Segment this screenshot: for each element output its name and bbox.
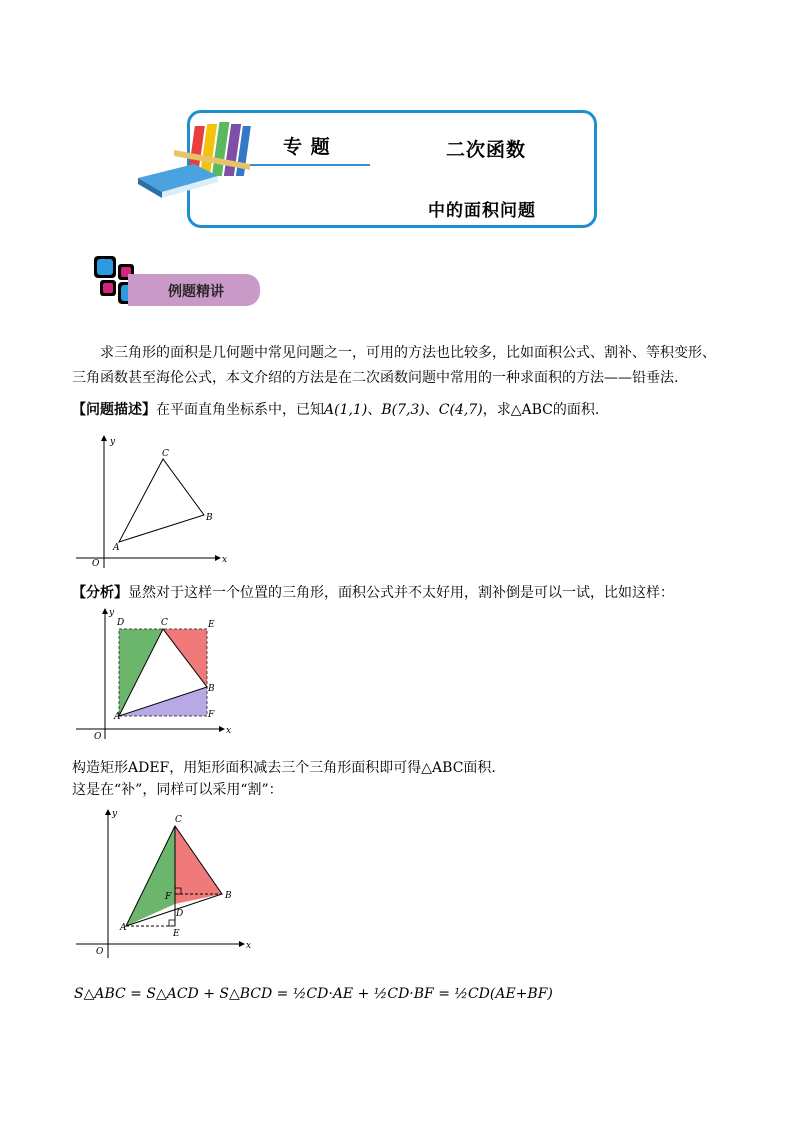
label-f-2: F xyxy=(208,710,215,720)
sep-2: 、 xyxy=(424,402,439,418)
label-d-3: D xyxy=(176,909,184,919)
label-e-2: E xyxy=(208,620,215,630)
point-b: B(7,3) xyxy=(381,402,425,418)
x-label-3: x xyxy=(246,941,252,951)
problem-after: ，求△ABC的面积. xyxy=(482,402,600,418)
triangle-abc xyxy=(119,459,204,542)
figure-cut xyxy=(72,806,254,966)
y-label-2: y xyxy=(109,608,115,618)
label-c-2: C xyxy=(161,618,168,628)
label-c: C xyxy=(162,449,169,459)
label-f-3: F xyxy=(165,892,172,902)
sep-1: 、 xyxy=(367,402,382,418)
label-d-2: D xyxy=(117,618,125,628)
problem-before: 在平面直角坐标系中，已知 xyxy=(156,402,324,418)
label-b-2: B xyxy=(208,684,215,694)
point-a: A(1,1) xyxy=(324,402,368,418)
analysis-tag: 【分析】 xyxy=(72,585,128,601)
problem-tag: 【问题描述】 xyxy=(72,402,156,418)
x-label: x xyxy=(222,555,228,565)
problem-statement xyxy=(72,399,599,421)
figure-rectangle-adef xyxy=(72,605,237,745)
label-c-3: C xyxy=(175,815,182,825)
header-title-main: 二次函数 xyxy=(446,139,527,161)
origin-label: O xyxy=(92,559,100,569)
label-b: B xyxy=(206,513,213,523)
origin-label-3: O xyxy=(96,947,104,957)
area-formula: S△ABC = S△ACD + S△BCD = ½CD·AE + ½CD·BF = ½CD(AE+BF) xyxy=(74,986,553,1002)
construct-text: 构造矩形ADEF，用矩形面积减去三个三角形面积即可得△ABC面积. xyxy=(72,760,496,776)
analysis-paragraph xyxy=(72,582,674,604)
header-rule xyxy=(250,164,370,166)
header-topic-label: 专 题 xyxy=(283,136,331,158)
label-a-3: A xyxy=(120,923,127,933)
header-title-sub: 中的面积问题 xyxy=(428,201,536,221)
red-triangle-bcd xyxy=(175,826,222,904)
point-c: C(4,7) xyxy=(438,402,483,418)
right-angle-e xyxy=(169,920,175,926)
figure-triangle-abc xyxy=(72,432,232,572)
label-e-3: E xyxy=(173,929,180,939)
label-a: A xyxy=(113,543,120,553)
intro-line-2: 三角函数甚至海伦公式，本文介绍的方法是在二次函数问题中常用的一种求面积的方法——铅垂法. xyxy=(72,370,679,386)
y-label-3: y xyxy=(112,809,118,819)
origin-label-2: O xyxy=(94,732,102,742)
y-label: y xyxy=(110,437,116,447)
intro-line-1: 求三角形的面积是几何题中常见问题之一，可用的方法也比较多，比如面积公式、割补、等积变形、 xyxy=(100,345,716,361)
label-a-2: A xyxy=(114,712,121,722)
analysis-text: 显然对于这样一个位置的三角形，面积公式并不太好用，割补倒是可以一试，比如这样： xyxy=(128,585,674,601)
books-illustration xyxy=(134,118,264,198)
cut-text: 这是在“补”，同样可以采用“割”： xyxy=(72,782,283,798)
section-badge-label: 例题精讲 xyxy=(168,284,224,300)
label-b-3: B xyxy=(225,891,232,901)
x-label-2: x xyxy=(226,726,232,736)
